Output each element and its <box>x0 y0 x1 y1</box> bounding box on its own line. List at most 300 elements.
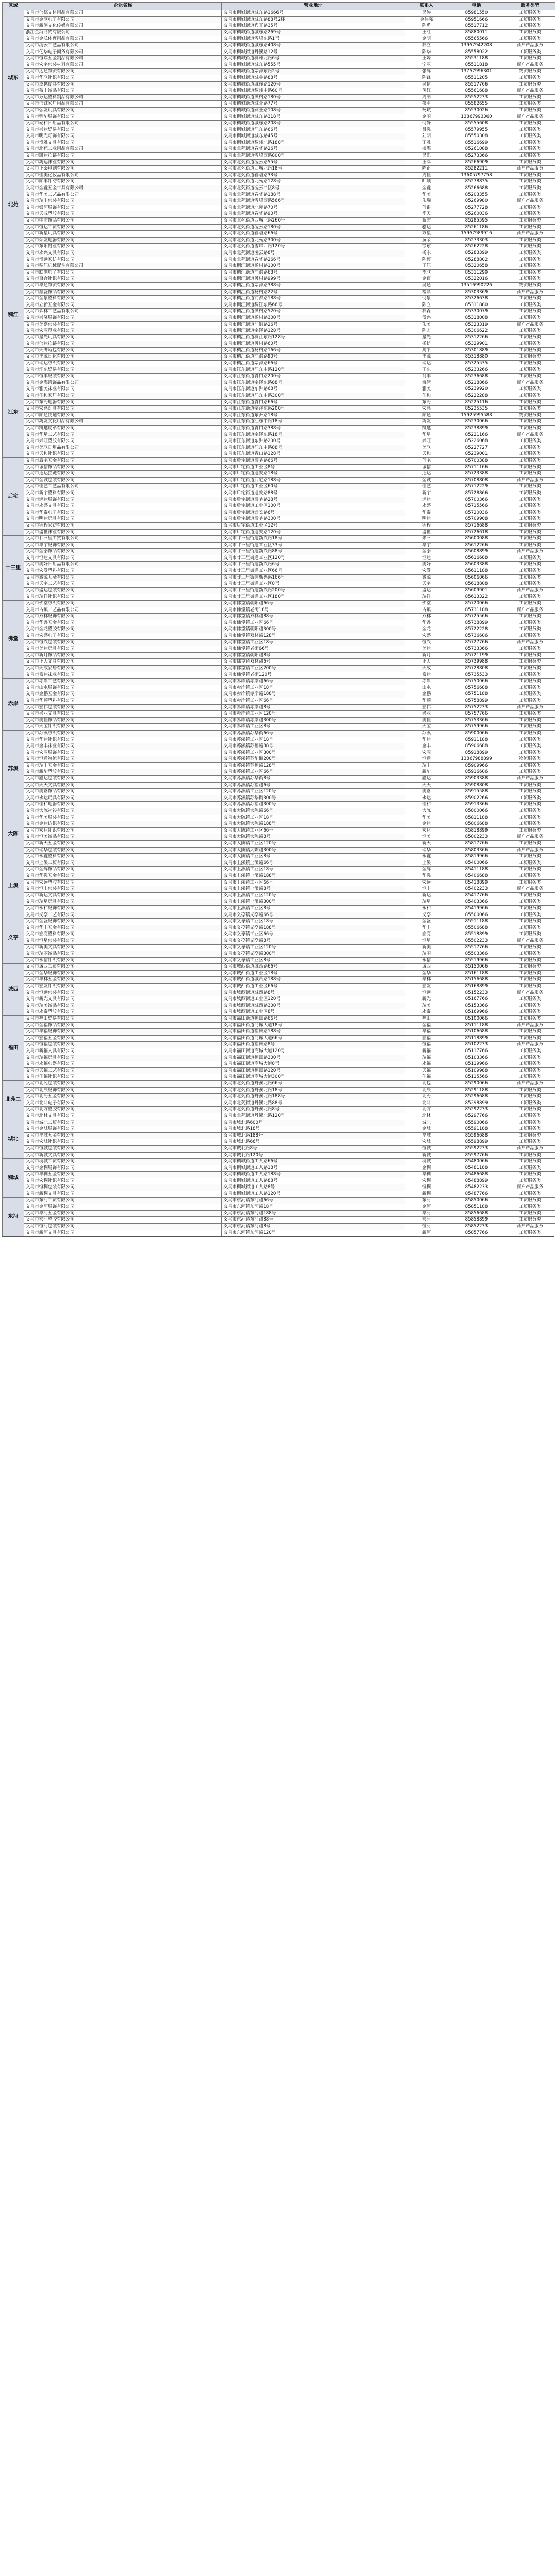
phone-cell: 85582655 <box>448 101 505 108</box>
company-name-cell: 义乌市恒兴包装有限公司 <box>24 639 222 646</box>
service-type-cell: 工贸服务类 <box>505 237 555 244</box>
phone-cell: 85311299 <box>448 269 505 276</box>
service-type-cell: 工贸服务类 <box>505 302 555 309</box>
company-name-cell: 义乌市瑞美饰品有限公司 <box>24 1003 222 1009</box>
region-cell: 城西 <box>3 964 24 1016</box>
contact-cell: 新稠 <box>405 1191 448 1198</box>
table-row <box>3 704 555 711</box>
table-row <box>3 964 555 971</box>
table-row <box>3 1055 555 1061</box>
service-type-cell: 工贸服务类 <box>505 815 555 821</box>
service-type-cell: 商户产品服务 <box>505 42 555 49</box>
address-cell: 义乌市苏溪镇工业区300号 <box>222 750 405 756</box>
phone-cell: 85530026 <box>448 107 505 114</box>
service-type-cell: 工贸服务类 <box>505 185 555 192</box>
service-type-cell: 工贸服务类 <box>505 133 555 140</box>
phone-cell: 85481188 <box>448 1165 505 1172</box>
company-name-cell: 义乌市荣发电器有限公司 <box>24 237 222 244</box>
phone-cell: 85109988 <box>448 1067 505 1074</box>
contact-cell: 何静 <box>405 121 448 127</box>
phone-cell: 85297766 <box>448 1113 505 1120</box>
company-directory-sheet <box>2 2 554 1237</box>
company-name-cell: 义乌市新月饰品有限公司 <box>24 652 222 659</box>
address-cell: 义乌市佛堂镇工业区18号 <box>222 639 405 646</box>
company-name-cell: 义乌市恒远包装有限公司 <box>24 990 222 996</box>
contact-cell: 海湾 <box>405 380 448 386</box>
phone-cell: 85596688 <box>448 1132 505 1139</box>
address-cell: 义乌市稠江街道杨村路100号 <box>222 263 405 270</box>
table-row <box>3 1107 555 1113</box>
company-name-cell: 义乌市美嘉包装有限公司 <box>24 321 222 328</box>
region-cell: 佛堂 <box>3 601 24 679</box>
service-type-cell: 工贸服务类 <box>505 944 555 951</box>
table-row <box>3 1067 555 1074</box>
table-row <box>3 347 555 354</box>
service-type-cell: 物流服务类 <box>505 282 555 289</box>
company-name-cell: 义乌市新宇塑料有限公司 <box>24 490 222 497</box>
contact-cell: 吴倩 <box>405 81 448 88</box>
contact-cell: 陈锋 <box>405 75 448 81</box>
phone-cell: 85506688 <box>448 925 505 931</box>
address-cell: 义乌市江东街道东洲路18号 <box>222 412 405 419</box>
company-name-cell: 义乌市大陈衬衫有限公司 <box>24 808 222 815</box>
table-row <box>3 587 555 594</box>
service-type-cell: 工贸服务类 <box>505 574 555 581</box>
table-row <box>3 555 555 562</box>
table-row <box>3 730 555 737</box>
company-name-cell: 义乌市金龙塑胶有限公司 <box>24 626 222 633</box>
service-type-cell: 工贸服务类 <box>505 367 555 374</box>
contact-cell: 北方 <box>405 1107 448 1113</box>
phone-cell: 85511205 <box>448 75 505 81</box>
address-cell: 义乌市城西街道工业区18号 <box>222 970 405 977</box>
phone-cell: 85752233 <box>448 704 505 711</box>
table-row <box>3 1165 555 1172</box>
address-cell: 义乌市佛堂镇老街18号 <box>222 607 405 614</box>
address-cell: 义乌市廿三里街道新兴路200号 <box>222 587 405 594</box>
service-type-cell: 工贸服务类 <box>505 996 555 1003</box>
table-row <box>3 354 555 361</box>
address-cell: 义乌市城北路188号 <box>222 1132 405 1139</box>
contact-cell: 新光 <box>405 996 448 1003</box>
contact-cell: 新宇 <box>405 490 448 497</box>
contact-cell: 金福 <box>405 1022 448 1029</box>
address-cell: 义乌市佛堂镇工业区66号 <box>222 620 405 626</box>
address-cell: 义乌市稠城街道贝村路180号 <box>222 94 405 101</box>
table-row <box>3 626 555 633</box>
table-row <box>3 879 555 886</box>
address-cell: 义乌市后宅街道遗安路88号 <box>222 490 405 497</box>
service-type-cell: 工贸服务类 <box>505 984 555 990</box>
phone-cell: 13867993360 <box>448 114 505 121</box>
address-cell: 义乌市廿三里街道工业区120号 <box>222 555 405 562</box>
contact-cell: 骆达 <box>405 224 448 231</box>
company-name-cell: 义乌市金诚包装有限公司 <box>24 477 222 484</box>
company-name-cell: 义乌市恒稠包装有限公司 <box>24 1184 222 1191</box>
company-name-cell: 义乌市新达文具有限公司 <box>24 892 222 899</box>
service-type-cell: 商户产品服务 <box>505 607 555 614</box>
address-cell: 义乌市城西街道城西路300号 <box>222 1003 405 1009</box>
service-type-cell: 工贸服务类 <box>505 1003 555 1009</box>
address-cell: 义乌市苏溪镇苏福路300号 <box>222 802 405 808</box>
phone-cell: 85552233 <box>448 94 505 101</box>
contact-cell: 宏盛 <box>405 633 448 640</box>
table-row <box>3 1016 555 1023</box>
service-type-cell: 商户产品服务 <box>505 166 555 173</box>
address-cell: 义乌市佛堂镇老街120号 <box>222 672 405 679</box>
contact-cell: 兴旺 <box>405 438 448 445</box>
phone-cell: 85226068 <box>448 438 505 445</box>
service-type-cell: 工贸服务类 <box>505 964 555 971</box>
table-row <box>3 867 555 873</box>
contact-cell: 金泰 <box>405 549 448 555</box>
service-type-cell: 工贸服务类 <box>505 438 555 445</box>
address-cell: 义乌市江东街道江东中路88号 <box>222 445 405 451</box>
address-cell: 义乌市北苑街道春华路90号 <box>222 211 405 218</box>
company-name-cell: 义乌市天宇工艺有限公司 <box>24 581 222 588</box>
service-type-cell: 工贸服务类 <box>505 957 555 964</box>
service-type-cell: 工贸服务类 <box>505 581 555 588</box>
service-type-cell: 工贸服务类 <box>505 328 555 335</box>
contact-cell: 陈华 <box>405 49 448 56</box>
phone-cell: 85488899 <box>448 1178 505 1184</box>
contact-cell: 新天 <box>405 841 448 848</box>
table-row <box>3 815 555 821</box>
company-name-cell: 义乌市正泰印刷有限公司 <box>24 166 222 173</box>
table-row <box>3 737 555 743</box>
address-cell: 义乌市北苑街道丹溪北路88号 <box>222 1100 405 1107</box>
address-cell: 义乌市东河镇东河路18号 <box>222 1204 405 1211</box>
contact-cell: 吴涛 <box>405 10 448 17</box>
company-name-cell: 义乌市北林文具有限公司 <box>24 1113 222 1120</box>
company-name-cell: 义乌市恒瑞五金制品有限公司 <box>24 56 222 62</box>
service-type-cell: 工贸服务类 <box>505 451 555 458</box>
company-name-cell: 义乌市凯达拉链有限公司 <box>24 153 222 160</box>
table-row <box>3 328 555 335</box>
company-name-cell: 义乌市宏发针织有限公司 <box>24 984 222 990</box>
service-type-cell: 工贸服务类 <box>505 977 555 984</box>
address-cell: 义乌市北苑街道雪峰西路120号 <box>222 244 405 250</box>
service-type-cell: 工贸服务类 <box>505 711 555 718</box>
phone-cell: 85851188 <box>448 1204 505 1211</box>
service-type-cell: 商户产品服务 <box>505 549 555 555</box>
table-row <box>3 282 555 289</box>
service-type-cell: 工贸服务类 <box>505 1152 555 1159</box>
contact-cell: 吴凯 <box>405 153 448 160</box>
phone-cell: 85700388 <box>448 457 505 464</box>
company-name-cell: 义乌市华城五金有限公司 <box>24 1132 222 1139</box>
service-type-cell: 商户产品服务 <box>505 886 555 893</box>
phone-cell: 85227727 <box>448 445 505 451</box>
table-row <box>3 847 555 854</box>
table-header-row <box>3 3 555 10</box>
address-cell: 义乌市廿三里街道新兴路18号 <box>222 536 405 543</box>
service-type-cell: 工贸服务类 <box>505 892 555 899</box>
address-cell: 义乌市北苑街道春华路26号 <box>222 146 405 153</box>
service-type-cell: 工贸服务类 <box>505 665 555 672</box>
company-name-cell: 义乌市鑫达包装有限公司 <box>24 776 222 783</box>
contact-cell: 恒美 <box>405 834 448 841</box>
contact-cell: 双林 <box>405 614 448 620</box>
table-row <box>3 1100 555 1107</box>
service-type-cell: 工贸服务类 <box>505 1087 555 1094</box>
table-row <box>3 374 555 380</box>
contact-cell: 朱美 <box>405 321 448 328</box>
table-row <box>3 1197 555 1204</box>
region-cell: 北苑 <box>3 146 24 263</box>
company-name-cell: 义乌市新星玩具有限公司 <box>24 231 222 238</box>
table-row <box>3 996 555 1003</box>
address-cell: 义乌市义亭镇义亭路300号 <box>222 951 405 958</box>
service-type-cell: 工贸服务类 <box>505 1139 555 1146</box>
company-name-cell: 义乌市美嘉饰品有限公司 <box>24 789 222 795</box>
company-name-cell: 义乌市北辰服饰有限公司 <box>24 1087 222 1094</box>
company-name-cell: 义乌市瑞华包装有限公司 <box>24 847 222 854</box>
phone-cell: 85726618 <box>448 529 505 536</box>
service-type-cell: 工贸服务类 <box>505 1126 555 1133</box>
service-type-cell: 商户产品服务 <box>505 231 555 238</box>
company-name-cell: 义乌市宏宇包装材料有限公司 <box>24 62 222 69</box>
table-row <box>3 698 555 704</box>
service-type-cell: 工贸服务类 <box>505 1197 555 1204</box>
service-type-cell: 工贸服务类 <box>505 1230 555 1236</box>
company-name-cell: 义乌市森林工艺品有限公司 <box>24 309 222 315</box>
contact-cell: 北林 <box>405 1113 448 1120</box>
service-type-cell: 商户产品服务 <box>505 477 555 484</box>
address-cell: 义乌市福田街道商城大道120号 <box>222 1048 405 1055</box>
company-name-cell: 义乌市东河工贸有限公司 <box>24 1197 222 1204</box>
contact-cell: 俞丰 <box>405 374 448 380</box>
address-cell: 义乌市大陈镇工业区66号 <box>222 827 405 834</box>
address-cell: 义乌市赤岸镇赤岸路8号 <box>222 704 405 711</box>
company-name-cell: 义乌市弘发玩具有限公司 <box>24 107 222 114</box>
address-cell: 义乌市北苑街道春华路266号 <box>222 257 405 263</box>
phone-cell: 85418899 <box>448 879 505 886</box>
address-cell: 义乌市稠城街道雪峰东路1号 <box>222 36 405 43</box>
service-type-cell: 工贸服务类 <box>505 374 555 380</box>
table-row <box>3 172 555 179</box>
phone-cell: 85167766 <box>448 996 505 1003</box>
address-cell: 义乌市义亭镇工业区18号 <box>222 919 405 925</box>
phone-cell: 85800066 <box>448 808 505 815</box>
service-type-cell: 工贸服务类 <box>505 724 555 731</box>
phone-cell: 85751188 <box>448 691 505 698</box>
phone-cell: 85278835 <box>448 179 505 185</box>
contact-cell: 瑞星 <box>405 899 448 906</box>
company-name-cell: 义乌市华林五金有限公司 <box>24 977 222 984</box>
table-row <box>3 153 555 160</box>
table-row <box>3 1184 555 1191</box>
contact-cell: 美联 <box>405 445 448 451</box>
contact-cell: 华稠 <box>405 1172 448 1178</box>
service-type-cell: 工贸服务类 <box>505 121 555 127</box>
contact-cell: 华顺 <box>405 698 448 704</box>
table-row <box>3 646 555 653</box>
service-type-cell: 工贸服务类 <box>505 153 555 160</box>
table-row <box>3 244 555 250</box>
address-cell: 义乌市廿三里街道新兴路6号 <box>222 562 405 568</box>
company-name-cell: 义乌市宏远塑胶有限公司 <box>24 879 222 886</box>
service-type-cell: 工贸服务类 <box>505 140 555 146</box>
contact-cell: 恒河 <box>405 1224 448 1230</box>
table-row <box>3 1230 555 1236</box>
table-row <box>3 159 555 166</box>
table-row <box>3 542 555 549</box>
contact-cell: 金稠 <box>405 1165 448 1172</box>
contact-cell: 宏图 <box>405 750 448 756</box>
table-row <box>3 380 555 386</box>
phone-cell: 85222288 <box>448 393 505 400</box>
address-cell: 义乌市赤岸镇赤岸路300号 <box>222 717 405 724</box>
table-row <box>3 639 555 646</box>
table-row <box>3 1048 555 1055</box>
table-row <box>3 367 555 374</box>
phone-cell: 85727766 <box>448 639 505 646</box>
company-name-cell: 义乌市华通物流有限公司 <box>24 282 222 289</box>
company-name-cell: 义乌市瑞福玩具有限公司 <box>24 1055 222 1061</box>
company-name-cell: 义乌市双林服饰有限公司 <box>24 614 222 620</box>
company-name-cell: 义乌市华河五金有限公司 <box>24 1210 222 1217</box>
company-name-cell: 义乌市锦程家纺有限公司 <box>24 522 222 529</box>
contact-cell: 宏发 <box>405 568 448 575</box>
company-name-cell: 义乌市顺通快递有限公司 <box>24 412 222 419</box>
service-type-cell: 工贸服务类 <box>505 419 555 426</box>
contact-cell: 恒丰 <box>405 886 448 893</box>
address-cell: 义乌市后宅街道工业区8号 <box>222 464 405 471</box>
phone-cell: 85233266 <box>448 367 505 374</box>
company-name-cell: 义乌市华丰五金有限公司 <box>24 925 222 931</box>
company-name-cell: 义乌市恒福包装有限公司 <box>24 1042 222 1048</box>
address-cell: 义乌市义亭镇工业区66号 <box>222 931 405 938</box>
contact-cell: 华强 <box>405 873 448 879</box>
contact-cell: 恒兴 <box>405 639 448 646</box>
address-cell: 义乌市江东街道江东中路300号 <box>222 393 405 400</box>
company-name-cell: 义乌市兴旺塑胶有限公司 <box>24 438 222 445</box>
address-cell: 义乌市稠城街道稠州中路60号 <box>222 88 405 95</box>
header-phone: 电话 <box>448 3 505 10</box>
company-name-cell: 义乌市泰和日用品有限公司 <box>24 121 222 127</box>
company-name-cell: 义乌市佳福针织有限公司 <box>24 1074 222 1081</box>
region-cell: 稠江 <box>3 263 24 367</box>
service-type-cell: 工贸服务类 <box>505 912 555 919</box>
phone-cell: 85150066 <box>448 964 505 971</box>
table-row <box>3 205 555 211</box>
contact-cell: 新月 <box>405 652 448 659</box>
phone-cell: 85880011 <box>448 29 505 36</box>
region-cell: 廿三里 <box>3 536 24 601</box>
service-type-cell: 工贸服务类 <box>505 81 555 88</box>
address-cell: 义乌市城北路18号 <box>222 1126 405 1133</box>
company-name-cell: 义乌市宏城针织有限公司 <box>24 1139 222 1146</box>
service-type-cell: 工贸服务类 <box>505 594 555 601</box>
service-type-cell: 工贸服务类 <box>505 769 555 776</box>
header-contact: 联系人 <box>405 3 448 10</box>
company-name-cell: 义乌市鸿运袜业有限公司 <box>24 159 222 166</box>
service-type-cell: 工贸服务类 <box>505 679 555 685</box>
phone-cell: 85482233 <box>448 1184 505 1191</box>
table-row <box>3 412 555 419</box>
address-cell: 义乌市北苑街道西城北路18号 <box>222 166 405 173</box>
service-type-cell: 工贸服务类 <box>505 257 555 263</box>
table-row <box>3 529 555 536</box>
contact-cell: 佛堂 <box>405 601 448 607</box>
company-name-cell: 义乌市金华服饰有限公司 <box>24 970 222 977</box>
address-cell: 义乌市稠江街道前洪路26号 <box>222 321 405 328</box>
table-row <box>3 665 555 672</box>
address-cell: 义乌市东河镇东河路88号 <box>222 1217 405 1224</box>
address-cell: 义乌市苏溪镇工业区120号 <box>222 789 405 795</box>
company-name-cell: 义乌市瑞星玩具有限公司 <box>24 899 222 906</box>
table-row <box>3 1003 555 1009</box>
company-name-cell: 义乌市金鹏五金有限公司 <box>24 691 222 698</box>
company-name-cell: 义乌市北斗电子有限公司 <box>24 1100 222 1107</box>
address-cell: 义乌市城西街道城西路66号 <box>222 964 405 971</box>
phone-cell: 85603388 <box>448 562 505 568</box>
table-row <box>3 691 555 698</box>
table-row <box>3 743 555 750</box>
contact-cell: 华丰 <box>405 925 448 931</box>
company-name-cell: 义乌市银河服饰有限公司 <box>24 205 222 211</box>
table-row <box>3 309 555 315</box>
address-cell: 义乌市稠江街道宗泽路388号 <box>222 282 405 289</box>
phone-cell: 85733366 <box>448 646 505 653</box>
table-row <box>3 782 555 789</box>
table-row <box>3 789 555 795</box>
contact-cell: 王鸿 <box>405 159 448 166</box>
contact-cell: 楼海 <box>405 146 448 153</box>
phone-cell: 85708808 <box>448 477 505 484</box>
contact-cell: 永达 <box>405 795 448 802</box>
address-cell: 义乌市稠江街道杨村路300号 <box>222 315 405 321</box>
service-type-cell: 工贸服务类 <box>505 1067 555 1074</box>
company-name-cell: 义乌市正大文具有限公司 <box>24 659 222 666</box>
service-type-cell: 工贸服务类 <box>505 730 555 737</box>
address-cell: 义乌市福田街道福田路120号 <box>222 1067 405 1074</box>
address-cell: 义乌市稠城街道城东路269号 <box>222 29 405 36</box>
table-row <box>3 808 555 815</box>
address-cell: 义乌市江东街道江东中路18号 <box>222 419 405 426</box>
service-type-cell: 商户产品服务 <box>505 938 555 944</box>
service-type-cell: 商户产品服务 <box>505 990 555 996</box>
contact-cell: 华宇 <box>405 542 448 549</box>
table-row <box>3 484 555 490</box>
contact-cell: 陈宏 <box>405 328 448 335</box>
phone-cell: 85400066 <box>448 860 505 867</box>
company-name-cell: 义乌市鸿发文化用品有限公司 <box>24 419 222 426</box>
contact-cell: 瑞丽 <box>405 951 448 958</box>
contact-cell: 倪红 <box>405 88 448 95</box>
service-type-cell: 工贸服务类 <box>505 1165 555 1172</box>
phone-cell: 85856688 <box>448 1210 505 1217</box>
company-name-cell: 义乌市佳艺工艺品有限公司 <box>24 484 222 490</box>
table-row <box>3 23 555 30</box>
table-row <box>3 899 555 906</box>
contact-cell: 恒星 <box>405 938 448 944</box>
contact-cell: 金百 <box>405 276 448 283</box>
contact-cell: 恒福 <box>405 1042 448 1048</box>
company-name-cell: 义乌市信德文体用品有限公司 <box>24 10 222 17</box>
service-type-cell: 工贸服务类 <box>505 672 555 679</box>
table-row <box>3 821 555 828</box>
company-name-cell: 义乌市新城文具有限公司 <box>24 1152 222 1159</box>
contact-cell: 鸿发 <box>405 419 448 426</box>
service-type-cell: 工贸服务类 <box>505 743 555 750</box>
service-type-cell: 商户产品服务 <box>505 1022 555 1029</box>
service-type-cell: 工贸服务类 <box>505 276 555 283</box>
phone-cell: 85239001 <box>448 451 505 458</box>
address-cell: 义乌市城西街道工业区66号 <box>222 984 405 990</box>
company-name-cell: 义乌市锦华服饰有限公司 <box>24 114 222 121</box>
